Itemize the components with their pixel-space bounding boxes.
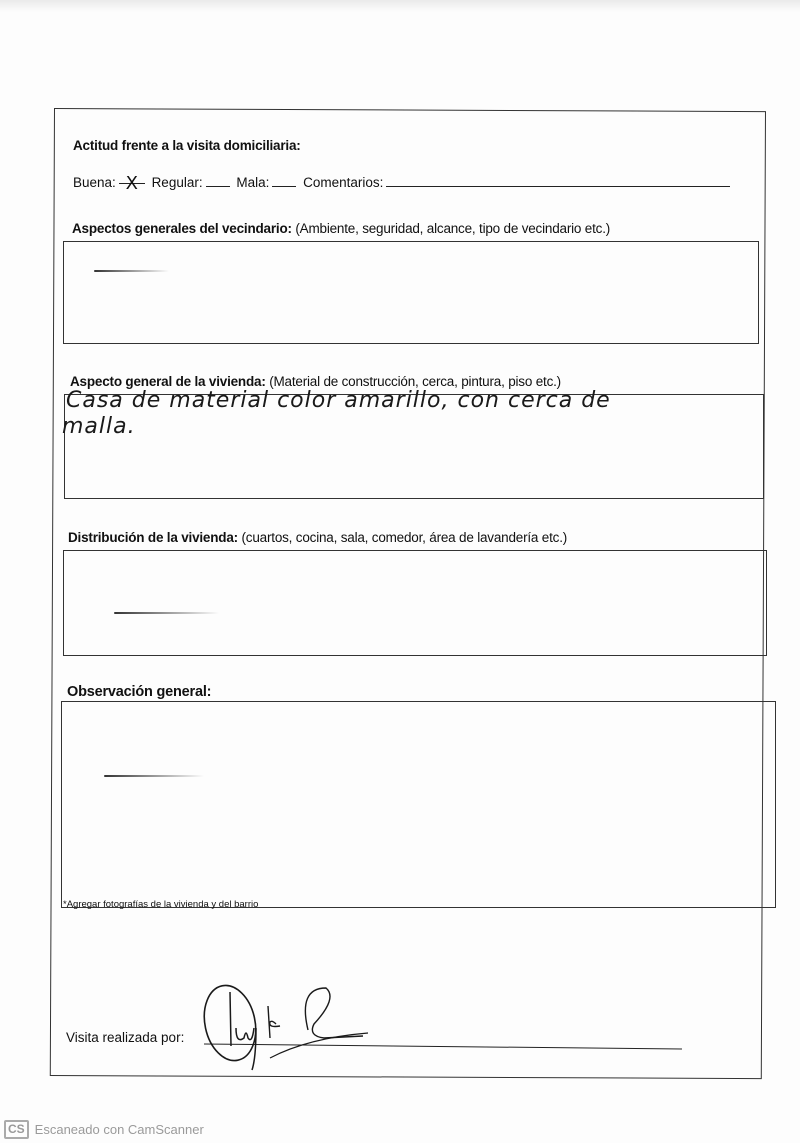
observation-title: Observación general: [67,684,212,700]
housing-aspect-title [70,374,561,389]
distribution-title [68,530,567,545]
regular-label: Regular: [151,175,203,190]
good-mark: X [125,173,138,194]
distribution-title-text: Distribución de la vivienda: [68,530,238,545]
scanner-text: Escaneado con CamScanner [34,1122,204,1137]
good-label: Buena: [73,175,116,190]
neighborhood-hint: (Ambiente, seguridad, alcance, tipo de vecindario etc.) [295,221,611,236]
signature-label: Visita realizada por: [66,1030,185,1045]
camscanner-logo-icon: CS [4,1120,29,1139]
scanner-watermark [4,1120,204,1139]
comments-field[interactable] [386,174,730,187]
observation-box[interactable] [61,701,776,908]
empty-mark [94,270,169,272]
distribution-hint: (cuartos, cocina, sala, comedor, área de lavandería etc.) [241,530,568,545]
attitude-title: Actitud frente a la visita domiciliaria: [73,138,301,153]
scan-edge [0,0,800,12]
neighborhood-title [72,221,610,236]
bad-label: Mala: [236,175,270,190]
bad-field[interactable] [272,174,296,187]
housing-aspect-handwriting-2: malla. [62,414,136,439]
housing-aspect-hint: (Material de construcción, cerca, pintura, piso etc.) [269,374,561,389]
signature-drawing [198,978,378,1078]
neighborhood-box[interactable] [63,241,759,344]
housing-aspect-title-text: Aspecto general de la vivienda: [70,374,266,389]
empty-mark [104,775,204,777]
distribution-box[interactable] [63,550,767,656]
good-field[interactable] [119,171,145,194]
footnote: *Agregar fotografías de la vivienda y del barrio [63,899,259,910]
comments-label: Comentarios: [303,175,384,190]
attitude-row [73,171,733,194]
empty-mark [114,612,219,614]
regular-field[interactable] [206,174,230,187]
housing-aspect-handwriting-1: Casa de material color amarillo, con cerca de [66,388,611,413]
neighborhood-title-text: Aspectos generales del vecindario: [72,221,292,236]
